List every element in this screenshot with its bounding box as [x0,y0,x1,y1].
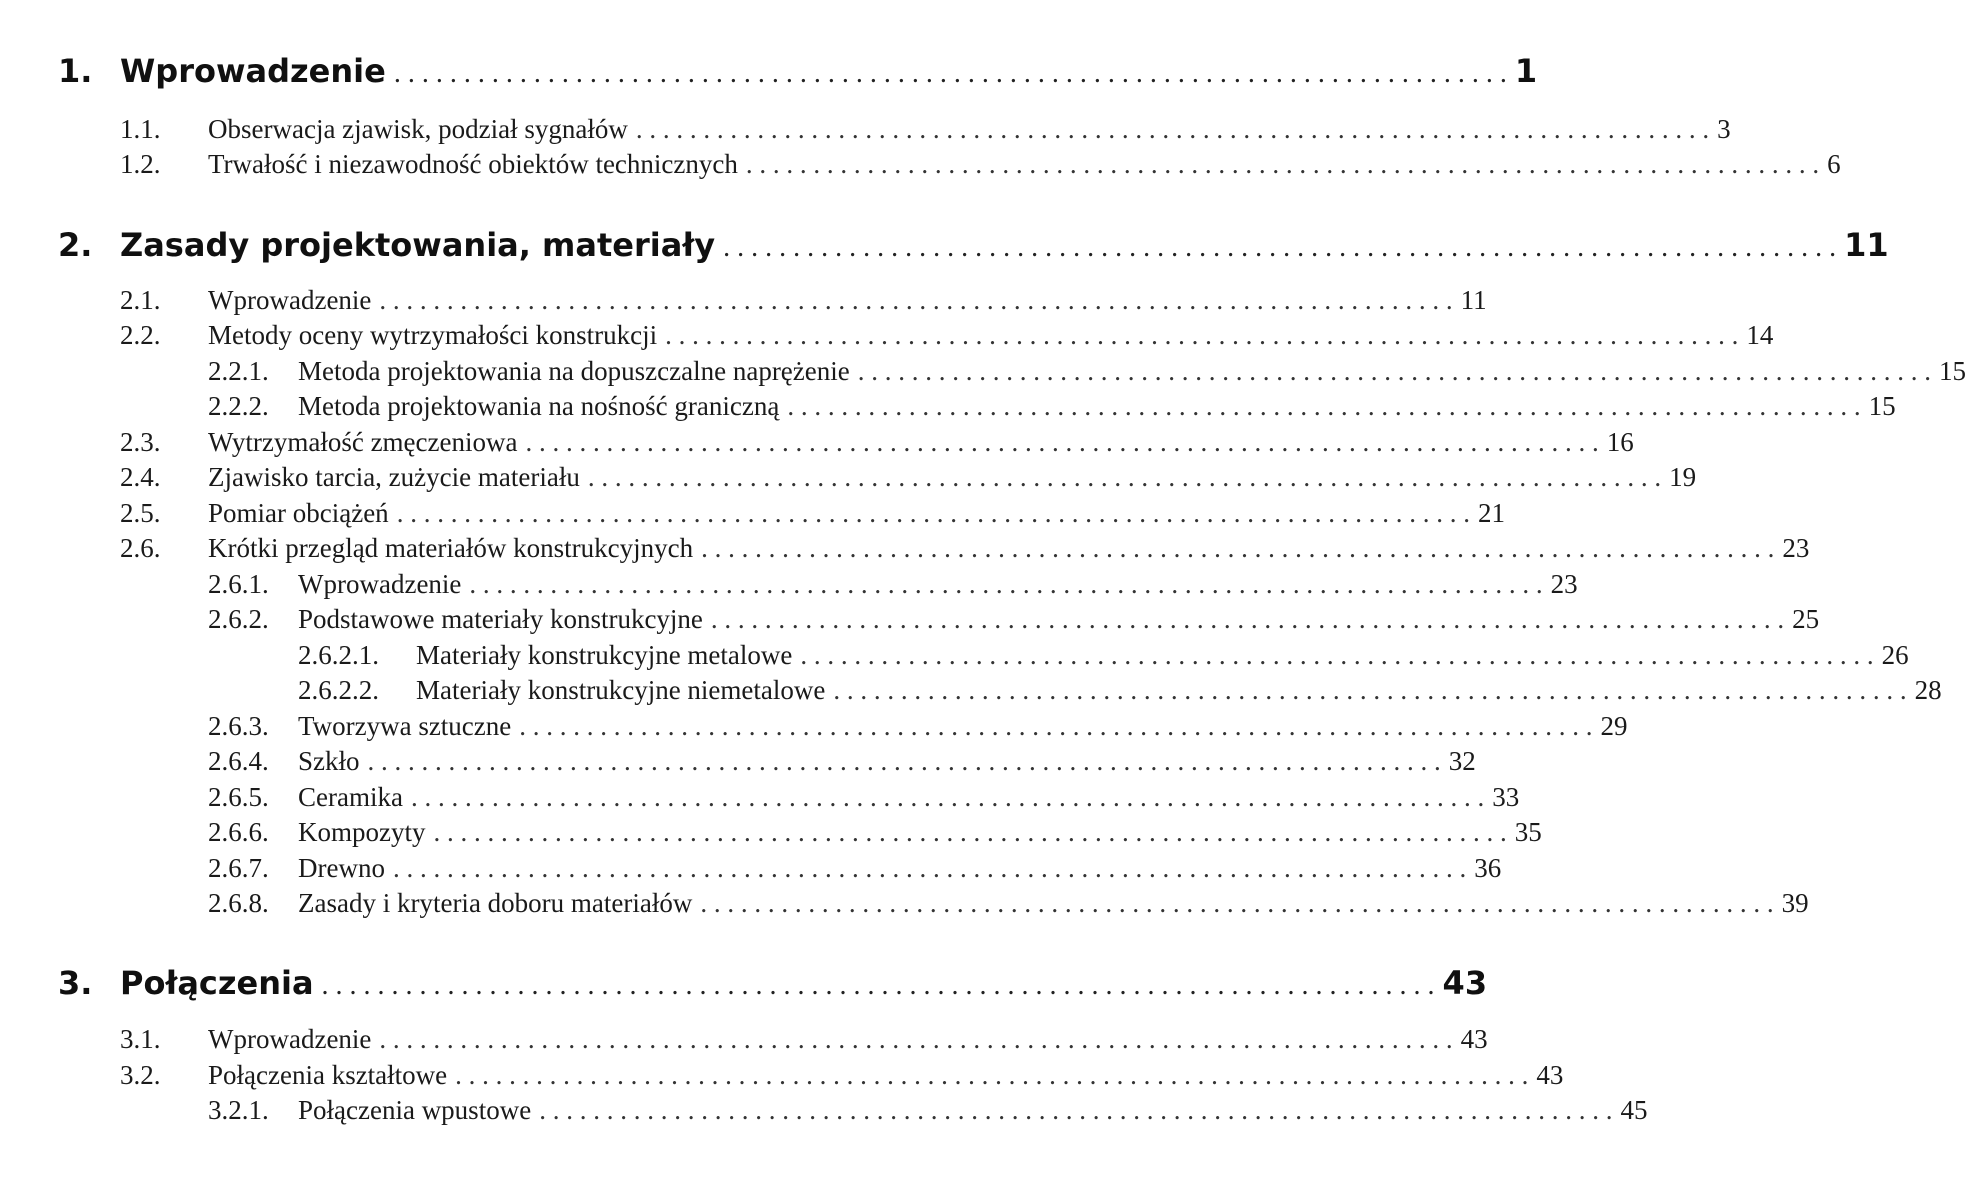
page-number: 29 [1600,711,1628,741]
section-title: Wytrzymałość zmęczeniowa [208,427,518,457]
dot-leader: . . . . . . . . . . . . . . . . . . . . . . . . . . . . . . . . . . . . . . . . . . . . . . . . . . . . . . . . . . . . . . . . . . . . . . . . . . . . . . . . [857,356,1931,386]
toc-entry-3-2 [0,1060,1564,1091]
dot-leader: . . . . . . . . . . . . . . . . . . . . . . . . . . . . . . . . . . . . . . . . . . . . . . . . . . . . . . . . . . . . . . . . . . . . . . . . . . . . . . . . [833,675,1907,705]
section-number: 2.6.7. [208,853,269,883]
page-number: 23 [1550,569,1578,599]
section-number: 1.1. [120,114,161,144]
page-number: 11 [1460,285,1487,315]
toc-entry-2-3 [0,427,1634,458]
section-number: 2.6.5. [208,782,269,812]
section-number: 2.5. [120,498,161,528]
dot-leader: . . . . . . . . . . . . . . . . . . . . . . . . . . . . . . . . . . . . . . . . . . . . . . . . . . . . . . . . . . . . . . . . . . . . . . . . . . . . . . . . [321,970,1435,1001]
toc-entry-2-2-2 [0,391,1896,422]
section-title: Krótki przegląd materiałów konstrukcyjnych [208,533,694,563]
dot-leader: . . . . . . . . . . . . . . . . . . . . . . . . . . . . . . . . . . . . . . . . . . . . . . . . . . . . . . . . . . . . . . . . . . . . . . . . . . . . . . . . [665,320,1739,350]
section-title: Obserwacja zjawisk, podział sygnałów [208,114,628,144]
section-number: 2.6.1. [208,569,269,599]
dot-leader: . . . . . . . . . . . . . . . . . . . . . . . . . . . . . . . . . . . . . . . . . . . . . . . . . . . . . . . . . . . . . . . . . . . . . . . . . . . . . . . . [635,114,1710,144]
section-title: Materiały konstrukcyjne niemetalowe [416,675,826,705]
toc-entry-2-4 [0,462,1697,493]
toc-entry-2-6 [0,533,1810,564]
section-title: Szkło [298,746,360,776]
toc-entry-2-6-7 [0,853,1502,884]
section-title: Metody oceny wytrzymałości konstrukcji [208,320,658,350]
section-number: 2.4. [120,462,161,492]
page-number: 11 [1844,226,1889,264]
chapter-title: Wprowadzenie [120,52,386,90]
dot-leader: . . . . . . . . . . . . . . . . . . . . . . . . . . . . . . . . . . . . . . . . . . . . . . . . . . . . . . . . . . . . . . . . . . . . . . . . . . . . . . . . [800,640,1874,670]
dot-leader: . . . . . . . . . . . . . . . . . . . . . . . . . . . . . . . . . . . . . . . . . . . . . . . . . . . . . . . . . . . . . . . . . . . . . . . . . . . . . . . . [710,604,1785,634]
section-number: 2.3. [120,427,161,457]
section-number: 3.2.1. [208,1095,269,1125]
page-number: 19 [1669,462,1697,492]
dot-leader: . . . . . . . . . . . . . . . . . . . . . . . . . . . . . . . . . . . . . . . . . . . . . . . . . . . . . . . . . . . . . . . . . . . . . . . . . . . . . . . . [519,711,1593,741]
dot-leader: . . . . . . . . . . . . . . . . . . . . . . . . . . . . . . . . . . . . . . . . . . . . . . . . . . . . . . . . . . . . . . . . . . . . . . . . . . . . . . . . [455,1060,1529,1090]
toc-entry-1-2 [0,149,1841,180]
section-number: 2.6.2.2. [298,675,379,705]
page-number: 3 [1717,114,1731,144]
toc-entry-2-2-1 [0,356,1966,387]
section-title: Pomiar obciążeń [208,498,389,528]
section-title: Tworzywa sztuczne [298,711,512,741]
page-number: 35 [1514,817,1542,847]
dot-leader: . . . . . . . . . . . . . . . . . . . . . . . . . . . . . . . . . . . . . . . . . . . . . . . . . . . . . . . . . . . . . . . . . . . . . . . . . . . . . . . . [469,569,1543,599]
section-number: 2.6.3. [208,711,269,741]
section-title: Połączenia wpustowe [298,1095,532,1125]
section-title: Wprowadzenie [208,285,372,315]
dot-leader: . . . . . . . . . . . . . . . . . . . . . . . . . . . . . . . . . . . . . . . . . . . . . . . . . . . . . . . . . . . . . . . . . . . . . . . . . . . . . . . . [433,817,1507,847]
dot-leader: . . . . . . . . . . . . . . . . . . . . . . . . . . . . . . . . . . . . . . . . . . . . . . . . . . . . . . . . . . . . . . . . . . . . . . . . . . . . . . . . [396,498,1470,528]
toc-entry-3-1 [0,1024,1488,1055]
page-number: 33 [1492,782,1520,812]
section-title: Ceramika [298,782,403,812]
section-title: Metoda projektowania na nośność graniczną [298,391,780,421]
chapter-title: Połączenia [120,964,314,1002]
dot-leader: . . . . . . . . . . . . . . . . . . . . . . . . . . . . . . . . . . . . . . . . . . . . . . . . . . . . . . . . . . . . . . . . . . . . . . . . . . . . . . . . [700,888,1774,918]
page-number: 1 [1514,52,1538,90]
page-number: 21 [1477,498,1505,528]
page-number: 43 [1460,1024,1488,1054]
toc-entry-2-6-1 [0,569,1578,600]
section-number: 2.2. [120,320,161,350]
dot-leader: . . . . . . . . . . . . . . . . . . . . . . . . . . . . . . . . . . . . . . . . . . . . . . . . . . . . . . . . . . . . . . . . . . . . . . . . . . . . . . . . [745,149,1820,179]
toc-chapter-2 [0,226,1889,264]
page-number: 43 [1536,1060,1564,1090]
page-number: 23 [1782,533,1810,563]
toc-entry-2-6-8 [0,888,1809,919]
chapter-number: 1. [58,52,93,90]
toc-chapter-3 [0,964,1488,1002]
page-number: 6 [1827,149,1841,179]
section-number: 2.6.4. [208,746,269,776]
chapter-number: 3. [58,964,93,1002]
page-number: 39 [1781,888,1809,918]
section-number: 2.6. [120,533,161,563]
toc-entry-2-6-4 [0,746,1476,777]
toc-entry-2-2 [0,320,1774,351]
section-title: Drewno [298,853,385,883]
chapter-number: 2. [58,226,93,264]
section-title: Zjawisko tarcia, zużycie materiału [208,462,580,492]
page-number: 45 [1620,1095,1648,1125]
section-number: 1.2. [120,149,161,179]
dot-leader: . . . . . . . . . . . . . . . . . . . . . . . . . . . . . . . . . . . . . . . . . . . . . . . . . . . . . . . . . . . . . . . . . . . . . . . . . . . . . . . . [410,782,1485,812]
section-number: 2.6.2.1. [298,640,379,670]
dot-leader: . . . . . . . . . . . . . . . . . . . . . . . . . . . . . . . . . . . . . . . . . . . . . . . . . . . . . . . . . . . . . . . . . . . . . . . . . . . . . . . . [367,746,1441,776]
section-number: 2.1. [120,285,161,315]
section-number: 2.2.2. [208,391,269,421]
toc-entry-2-6-6 [0,817,1542,848]
toc-entry-2-1 [0,285,1487,316]
toc-entry-2-6-2 [0,604,1820,635]
dot-leader: . . . . . . . . . . . . . . . . . . . . . . . . . . . . . . . . . . . . . . . . . . . . . . . . . . . . . . . . . . . . . . . . . . . . . . . . . . . . . . . . [379,1024,1453,1054]
dot-leader: . . . . . . . . . . . . . . . . . . . . . . . . . . . . . . . . . . . . . . . . . . . . . . . . . . . . . . . . . . . . . . . . . . . . . . . . . . . . . . . . [379,285,1453,315]
page-number: 32 [1448,746,1476,776]
dot-leader: . . . . . . . . . . . . . . . . . . . . . . . . . . . . . . . . . . . . . . . . . . . . . . . . . . . . . . . . . . . . . . . . . . . . . . . . . . . . . . . . [701,533,1775,563]
section-title: Połączenia kształtowe [208,1060,448,1090]
page-number: 15 [1868,391,1896,421]
section-number: 2.6.6. [208,817,269,847]
dot-leader: . . . . . . . . . . . . . . . . . . . . . . . . . . . . . . . . . . . . . . . . . . . . . . . . . . . . . . . . . . . . . . . . . . . . . . . . . . . . . . . . [525,427,1599,457]
dot-leader: . . . . . . . . . . . . . . . . . . . . . . . . . . . . . . . . . . . . . . . . . . . . . . . . . . . . . . . . . . . . . . . . . . . . . . . . . . . . . . . . [393,58,1507,89]
toc-chapter-1 [0,52,1538,90]
section-number: 3.1. [120,1024,161,1054]
section-title: Kompozyty [298,817,426,847]
page-number: 26 [1881,640,1909,670]
chapter-title: Zasady projektowania, materiały [120,226,716,264]
toc-entry-1-1 [0,114,1731,145]
dot-leader: . . . . . . . . . . . . . . . . . . . . . . . . . . . . . . . . . . . . . . . . . . . . . . . . . . . . . . . . . . . . . . . . . . . . . . . . . . . . . . . . [539,1095,1613,1125]
toc-entry-2-6-3 [0,711,1628,742]
section-title: Zasady i kryteria doboru materiałów [298,888,693,918]
toc-entry-2-6-2-1 [0,640,1909,671]
dot-leader: . . . . . . . . . . . . . . . . . . . . . . . . . . . . . . . . . . . . . . . . . . . . . . . . . . . . . . . . . . . . . . . . . . . . . . . . . . . . . . . . [587,462,1662,492]
page-number: 15 [1939,356,1966,386]
toc-entry-2-5 [0,498,1505,529]
page-number: 43 [1442,964,1488,1002]
page-number: 14 [1746,320,1774,350]
page-number: 25 [1792,604,1820,634]
section-number: 2.2.1. [208,356,269,386]
section-number: 2.6.8. [208,888,269,918]
dot-leader: . . . . . . . . . . . . . . . . . . . . . . . . . . . . . . . . . . . . . . . . . . . . . . . . . . . . . . . . . . . . . . . . . . . . . . . . . . . . . . . . [787,391,1861,421]
page-number: 28 [1914,675,1942,705]
dot-leader: . . . . . . . . . . . . . . . . . . . . . . . . . . . . . . . . . . . . . . . . . . . . . . . . . . . . . . . . . . . . . . . . . . . . . . . . . . . . . . . . [392,853,1467,883]
toc-entry-3-2-1 [0,1095,1648,1126]
section-number: 2.6.2. [208,604,269,634]
section-title: Materiały konstrukcyjne metalowe [416,640,793,670]
page-number: 16 [1606,427,1634,457]
section-number: 3.2. [120,1060,161,1090]
section-title: Trwałość i niezawodność obiektów technicznych [208,149,738,179]
section-title: Wprowadzenie [208,1024,372,1054]
dot-leader: . . . . . . . . . . . . . . . . . . . . . . . . . . . . . . . . . . . . . . . . . . . . . . . . . . . . . . . . . . . . . . . . . . . . . . . . . . . . . . . . [723,232,1837,263]
section-title: Metoda projektowania na dopuszczalne naprężenie [298,356,850,386]
page-number: 36 [1474,853,1502,883]
section-title: Podstawowe materiały konstrukcyjne [298,604,703,634]
toc-entry-2-6-2-2 [0,675,1942,706]
section-title: Wprowadzenie [298,569,462,599]
toc-entry-2-6-5 [0,782,1520,813]
